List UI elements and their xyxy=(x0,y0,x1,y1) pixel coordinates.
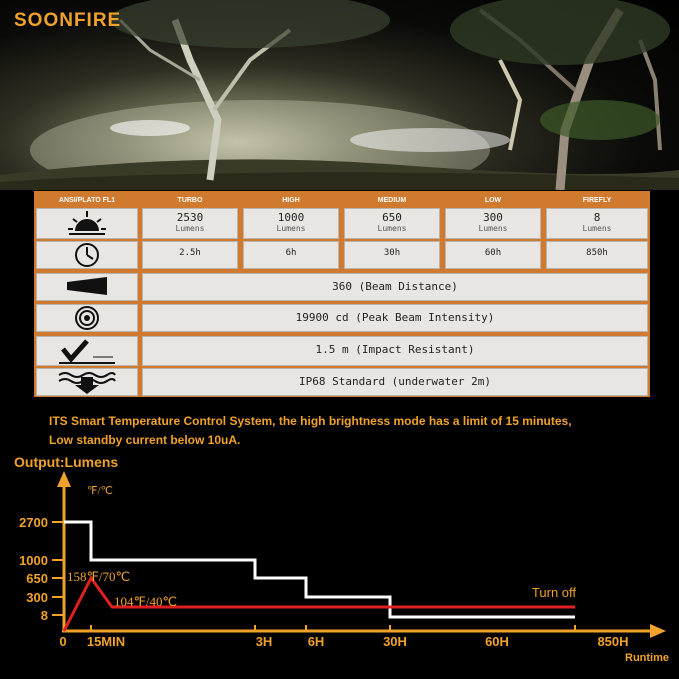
lumens-value: 300 xyxy=(483,211,503,224)
note-line-2: Low standby current below 10uA. xyxy=(49,433,241,447)
mode-name: MEDIUM xyxy=(377,197,407,204)
waterproof-cell xyxy=(142,368,648,396)
mode-name: LOW xyxy=(484,197,502,204)
waterproof-icon xyxy=(57,369,117,395)
spec-table xyxy=(34,191,650,397)
mode-name: TURBO xyxy=(177,197,203,204)
beam-distance-icon xyxy=(65,274,109,298)
mode-name: FIREFLY xyxy=(582,197,612,204)
beam-distance-value: 360 (Beam Distance) xyxy=(332,280,458,293)
runtime-value: 30h xyxy=(383,248,401,258)
target-icon xyxy=(72,305,102,331)
runtime-value: 6h xyxy=(285,248,297,258)
peak-intensity-cell xyxy=(142,304,648,332)
lumens-cell xyxy=(142,208,238,239)
lumens-unit: Lumens xyxy=(175,224,205,233)
brand-logo: SOONFIRE xyxy=(14,10,122,31)
x-tick-label: 6H xyxy=(307,634,325,649)
peak-intensity-value: 19900 cd (Peak Beam Intensity) xyxy=(295,311,495,324)
x-tick-label: 3H xyxy=(255,634,273,649)
chart-title: Output:Lumens xyxy=(14,454,119,470)
lumens-cell xyxy=(243,208,339,239)
x-axis-arrow xyxy=(650,624,666,638)
x-tick-label: 15MIN xyxy=(86,634,126,649)
runtime-value: 2.5h xyxy=(179,248,201,258)
sun-icon xyxy=(67,209,107,239)
table-header-label: ANSI/PLATO FL1 xyxy=(58,197,116,204)
lumens-cell xyxy=(546,208,648,239)
runtime-value: 60h xyxy=(484,248,502,258)
lumens-value: 2530 xyxy=(176,211,204,224)
lumens-value: 650 xyxy=(382,211,402,224)
hero-photo xyxy=(0,0,679,190)
x-axis-label: Runtime xyxy=(625,652,669,664)
x-tick-label: 30H xyxy=(383,634,407,649)
runtime-value: 850h xyxy=(586,248,608,258)
lumens-value: 1000 xyxy=(277,211,305,224)
x-tick-label: 60H xyxy=(485,634,509,649)
y-tick-label: 2700 xyxy=(19,515,48,530)
lumens-value: 8 xyxy=(593,211,601,224)
impact-icon-cell xyxy=(36,336,138,366)
lumens-cell xyxy=(344,208,440,239)
beam-distance-cell xyxy=(142,273,648,301)
x-tick-labels xyxy=(59,634,628,649)
runtime-cell xyxy=(546,241,648,269)
lumens-cell xyxy=(445,208,541,239)
y-tick-label: 650 xyxy=(26,571,48,586)
lumens-unit: Lumens xyxy=(377,224,407,233)
runtime-cell xyxy=(243,241,339,269)
runtime-cell xyxy=(142,241,238,269)
y-tick-label: 300 xyxy=(26,590,48,605)
runtime-cell xyxy=(445,241,541,269)
annotation-turn-off: Turn off xyxy=(531,585,576,600)
mode-name: HIGH xyxy=(282,197,300,204)
y-axis-arrow xyxy=(57,471,71,487)
y-tick-label: 1000 xyxy=(19,553,48,568)
y-ticks xyxy=(52,522,64,615)
impact-cell xyxy=(142,336,648,366)
intensity-icon-cell xyxy=(36,304,138,332)
x-tick-label: 850H xyxy=(597,634,629,649)
runtime-icon-cell xyxy=(36,241,138,269)
waterproof-value: IP68 Standard (underwater 2m) xyxy=(298,375,492,388)
note-line-1: ITS Smart Temperature Control System, the high brightness mode has a limit of 15 minutes, xyxy=(49,414,572,428)
brightness-icon-cell xyxy=(36,208,138,239)
x-tick-label: 0 xyxy=(59,634,67,649)
lumens-unit: Lumens xyxy=(276,224,306,233)
lumens-unit: Lumens xyxy=(478,224,508,233)
runtime-cell xyxy=(344,241,440,269)
annotation-peak-temp: 158℉/70℃ xyxy=(67,569,131,584)
impact-value: 1.5 m (Impact Resistant) xyxy=(315,343,475,356)
impact-check-icon xyxy=(57,337,117,365)
lumens-unit: Lumens xyxy=(582,224,612,233)
beam-icon-cell xyxy=(36,273,138,301)
clock-icon xyxy=(72,242,102,268)
output-chart xyxy=(0,447,679,679)
y-tick-labels xyxy=(19,515,48,623)
y-tick-label: 8 xyxy=(40,608,48,623)
temp-axis-label: ℉/℃ xyxy=(87,485,113,497)
waterproof-icon-cell xyxy=(36,368,138,396)
annotation-steady-temp: 104℉/40℃ xyxy=(114,594,178,609)
